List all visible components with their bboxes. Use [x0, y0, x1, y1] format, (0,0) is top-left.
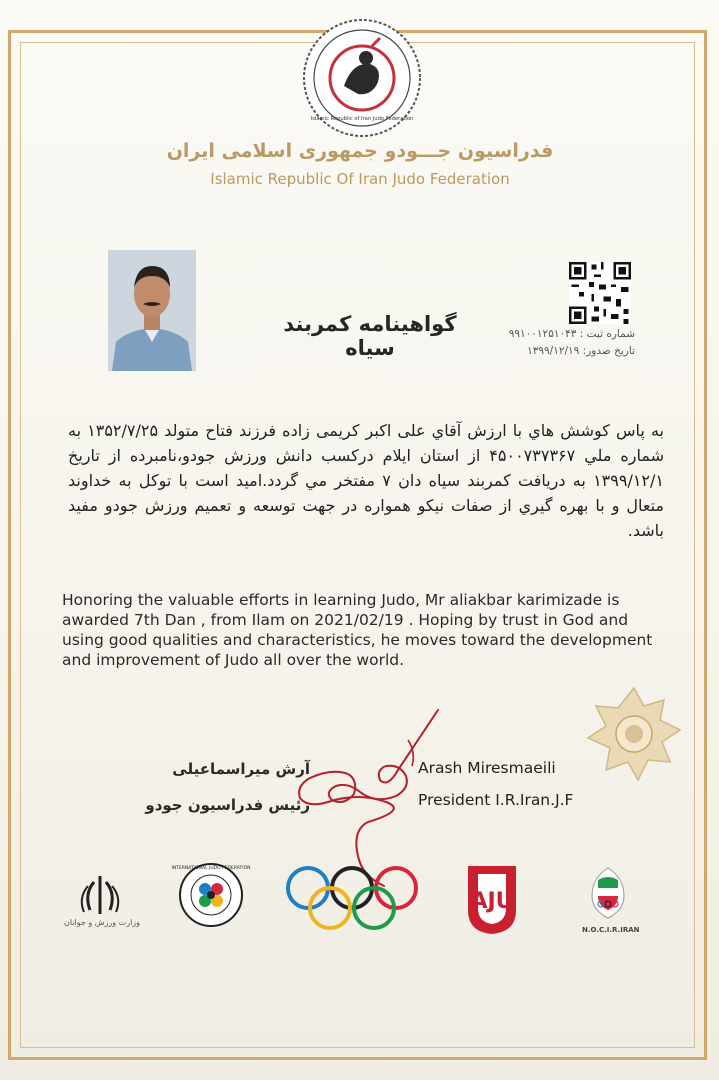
- noc-iran-logo: [584, 866, 632, 922]
- noc-caption: N.O.C.I.R.IRAN: [582, 926, 640, 934]
- signatory-fa: [120, 751, 310, 823]
- ijf-logo: [171, 862, 251, 928]
- signatory-name-en: Arash Miresmaeili: [418, 759, 556, 777]
- gold-seal: [586, 686, 682, 782]
- registration-number: شماره ثبت : ۹۹۱۰۰۱۲۵۱۰۴۳: [508, 328, 635, 340]
- issue-date: تاریخ صدور: ۱۳۹۹/۱۲/۱۹: [527, 345, 635, 357]
- registration-info: [470, 326, 635, 360]
- signatory-name-fa: آرش میراسماعیلی: [172, 760, 310, 778]
- signatory-role-fa: رئیس فدراسیون جودو: [145, 796, 310, 814]
- body-text-persian: به پاس کوشش هاي با ارزش آقاي علی اکبر کریمی زاده فرزند فتاح متولد ۱۳۵۲/۷/۲۵ به شماره ملي ۴۵۰۰۷۳۷۳۶۷ از استان ایلام درکسب دانش ورزش جودو،نامبرده از تاریخ ۱۳۹۹/۱۲/۱ به دریافت کمربند سیاه دان ۷ مفتخر مي گردد.امید است با توکل به خداوند متعال و با بهره گيري از صفات نیکو همواره در جهت توسعه و تعمیم ورزش جودو مفید باشد.: [68, 421, 664, 540]
- federation-name-en: Islamic Republic Of Iran Judo Federation: [210, 170, 510, 188]
- qr-code-icon: [569, 262, 631, 324]
- iran-emblem-icon: [76, 872, 124, 920]
- holder-photo: [108, 250, 196, 371]
- asian-judo-union-logo: [462, 864, 522, 936]
- body-text-english: Honoring the valuable efforts in learning Judo, Mr aliakbar karimizade is awarded 7th Dan , from Ilam on 2021/02/19 . Hoping by trust in God and using good qualities and characteristics, he moves toward the development and improvement of Judo all over the world.: [62, 591, 653, 669]
- ijf-ring-text: INTERNATIONAL JUDO FEDERATION: [171, 866, 251, 871]
- federation-name-fa: فدراسیون جـــودو جمهوری اسلامی ایران: [166, 140, 554, 162]
- signatory-role-en: President I.R.Iran.J.F: [418, 791, 574, 809]
- handwritten-signature: [288, 700, 468, 890]
- emblem-ring-text: Islamic Republic of Iran Judo Federation: [310, 116, 414, 122]
- certificate-title: گواهینامه کمربند سیاه: [283, 312, 457, 360]
- ministry-caption: وزارت ورزش و جوانان: [63, 918, 141, 927]
- olympic-rings-logo: [282, 864, 422, 934]
- federation-emblem: [300, 16, 424, 140]
- aju-letters: AJU: [470, 889, 514, 914]
